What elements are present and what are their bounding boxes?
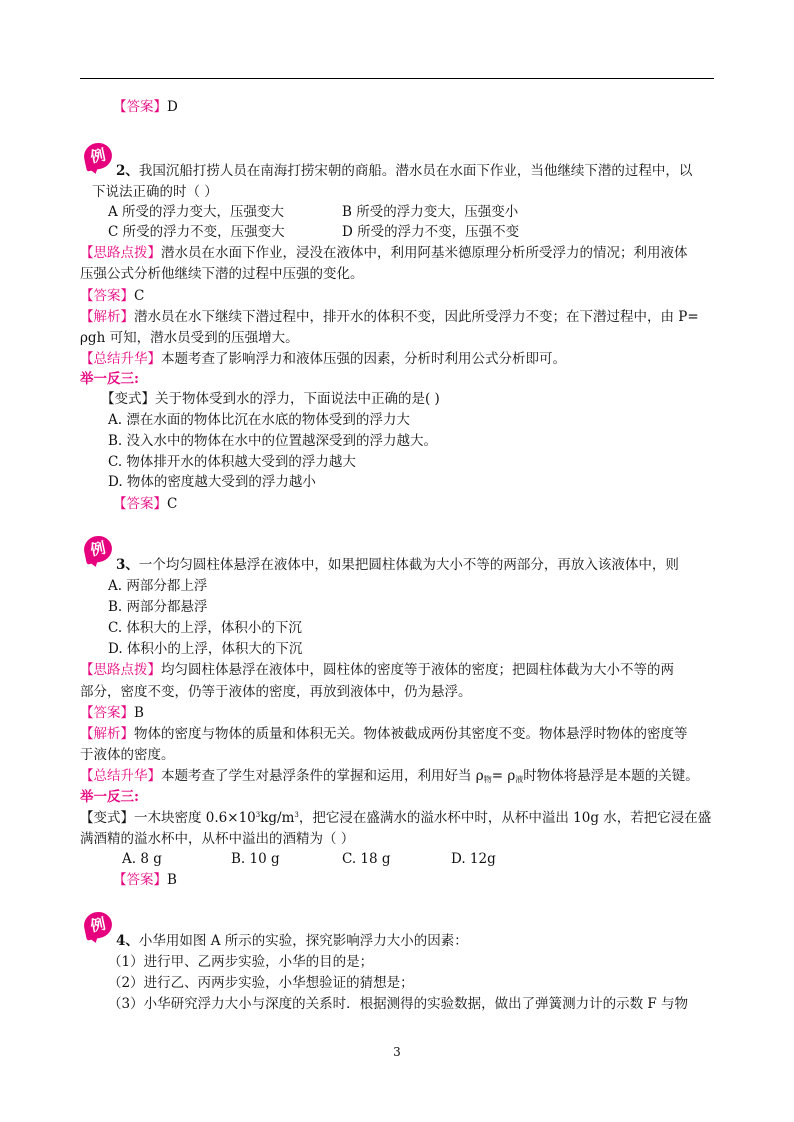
answer-value: B — [134, 705, 144, 721]
option-c: C. 体积大的上浮，体积小的下沉 — [108, 620, 302, 636]
example-badge-icon: 例 — [82, 140, 115, 171]
question-number: 4、 — [116, 933, 139, 949]
question-number: 2、 — [116, 163, 139, 179]
answer-tag: 【答案】 — [113, 99, 167, 115]
option-d: D 所受的浮力不变，压强不变 — [342, 224, 520, 240]
header-rule — [80, 78, 714, 79]
answer-value: B — [167, 872, 177, 888]
option-b: B. 10 g — [231, 851, 280, 867]
variant-question-line-2: 满酒精的溢水杯中，从杯中溢出的酒精为（ ） — [80, 831, 355, 847]
question-number: 3、 — [116, 557, 139, 573]
question-text: 一个均匀圆柱体悬浮在液体中，如果把圆柱体截为大小不等的两部分，再放入该液体中，则 — [138, 557, 679, 573]
section-heading: 举一反三: — [80, 789, 139, 805]
hint-line-2: 压强公式分析他继续下潜的过程中压强的变化。 — [80, 266, 364, 282]
answer-line — [80, 703, 144, 723]
option-d: D. 体积小的上浮，体积大的下沉 — [108, 641, 303, 657]
analysis-line-1: 【解析】潜水员在水下继续下潜过程中，排开水的体积不变，因此所受浮力不变；在下潜过程中，由 P= — [80, 309, 699, 325]
variant-tag: 【变式】 — [101, 391, 155, 407]
option-a: A 所受的浮力变大，压强变大 — [108, 204, 285, 220]
analysis-tag: 【解析】 — [80, 726, 134, 742]
sub-item-1: （1）进行甲、乙两步实验，小华的目的是； — [108, 954, 374, 970]
option-b: B. 没入水中的物体在水中的位置越深受到的浮力越大。 — [108, 433, 438, 449]
section-heading: 举一反三: — [80, 371, 139, 387]
summary-line: 【总结升华】本题考查了影响浮力和液体压强的因素，分析时利用公式分析即可。 — [80, 351, 566, 367]
analysis-line-1: 【解析】物体的密度与物体的质量和体积无关。物体被截成两份其密度不变。物体悬浮时物体的密度等 — [80, 726, 688, 742]
example-badge-icon: 例 — [82, 533, 115, 564]
variant-question-line-1: 【变式】一木块密度 $0.6\times 10^3kg/m^3$，把它浸在盛满水的溢水杯中时，从杯中溢出 10g 水，若把它浸在盛 — [80, 810, 712, 826]
hint-tag: 【思路点拨】 — [80, 662, 161, 678]
variant-question: 【变式】关于物体受到水的浮力，下面说法中正确的是( ) — [101, 391, 440, 407]
example-badge-icon: 例 — [82, 909, 115, 940]
answer-line — [113, 494, 177, 514]
variant-tag: 【变式】 — [80, 810, 134, 826]
answer-value: C — [134, 288, 145, 304]
question-text: 小华用如图 A 所示的实验，探究影响浮力大小的因素： — [138, 933, 468, 949]
answer-tag: 【答案】 — [113, 496, 167, 512]
hint-line-1: 【思路点拨】潜水员在水面下作业，浸没在液体中，利用阿基米德原理分析所受浮力的情况；利用液体 — [80, 245, 688, 261]
summary-line: 【总结升华】本题考查了学生对悬浮条件的掌握和运用，利用好当 ρ物= ρ液时物体将悬浮是本题的关键。 — [80, 768, 699, 784]
option-a: A. 8 g — [122, 851, 162, 867]
analysis-tag: 【解析】 — [80, 309, 134, 325]
question-3-line-1 — [116, 555, 679, 575]
analysis-line-2: 于液体的密度。 — [80, 747, 175, 763]
summary-tag: 【总结升华】 — [80, 768, 161, 784]
page-number: 3 — [393, 1045, 401, 1059]
answer-tag: 【答案】 — [113, 872, 167, 888]
option-d: D. 12g — [451, 851, 496, 867]
question-2-line-1 — [116, 161, 692, 181]
option-c: C 所受的浮力不变，压强变大 — [108, 224, 285, 240]
option-c: C. 18 g — [342, 851, 391, 867]
sub-item-2: （2）进行乙、丙两步实验，小华想验证的猜想是； — [108, 975, 414, 991]
question-2-line-2: 下说法正确的时（ ） — [92, 184, 218, 200]
option-c: C. 物体排开水的体积越大受到的浮力越大 — [108, 454, 356, 470]
question-4-line-1 — [116, 931, 468, 951]
answer-line — [113, 97, 178, 117]
option-b: B 所受的浮力变大，压强变小 — [342, 204, 519, 220]
option-a: A. 漂在水面的物体比沉在水底的物体受到的浮力大 — [108, 412, 410, 428]
answer-value: D — [167, 99, 178, 115]
summary-tag: 【总结升华】 — [80, 351, 161, 367]
option-d: D. 物体的密度越大受到的浮力越小 — [108, 474, 316, 490]
option-b: B. 两部分都悬浮 — [108, 599, 208, 615]
hint-line-2: 部分，密度不变，仍等于液体的密度，再放到液体中，仍为悬浮。 — [80, 684, 472, 700]
analysis-line-2: ρgh 可知，潜水员受到的压强增大。 — [80, 330, 299, 346]
option-a: A. 两部分都上浮 — [108, 578, 208, 594]
sub-item-3: （3）小华研究浮力大小与深度的关系时．根据测得的实验数据，做出了弹簧测力计的示数 F 与物 — [108, 996, 689, 1012]
question-text: 我国沉船打捞人员在南海打捞宋朝的商船。潜水员在水面下作业，当他继续下潜的过程中，以 — [138, 163, 693, 179]
answer-value: C — [167, 496, 178, 512]
answer-line — [113, 870, 177, 890]
answer-tag: 【答案】 — [80, 705, 134, 721]
answer-tag: 【答案】 — [80, 288, 134, 304]
hint-line-1: 【思路点拨】均匀圆柱体悬浮在液体中，圆柱体的密度等于液体的密度；把圆柱体截为大小不等的两 — [80, 662, 674, 678]
hint-tag: 【思路点拨】 — [80, 245, 161, 261]
answer-line — [80, 286, 144, 306]
